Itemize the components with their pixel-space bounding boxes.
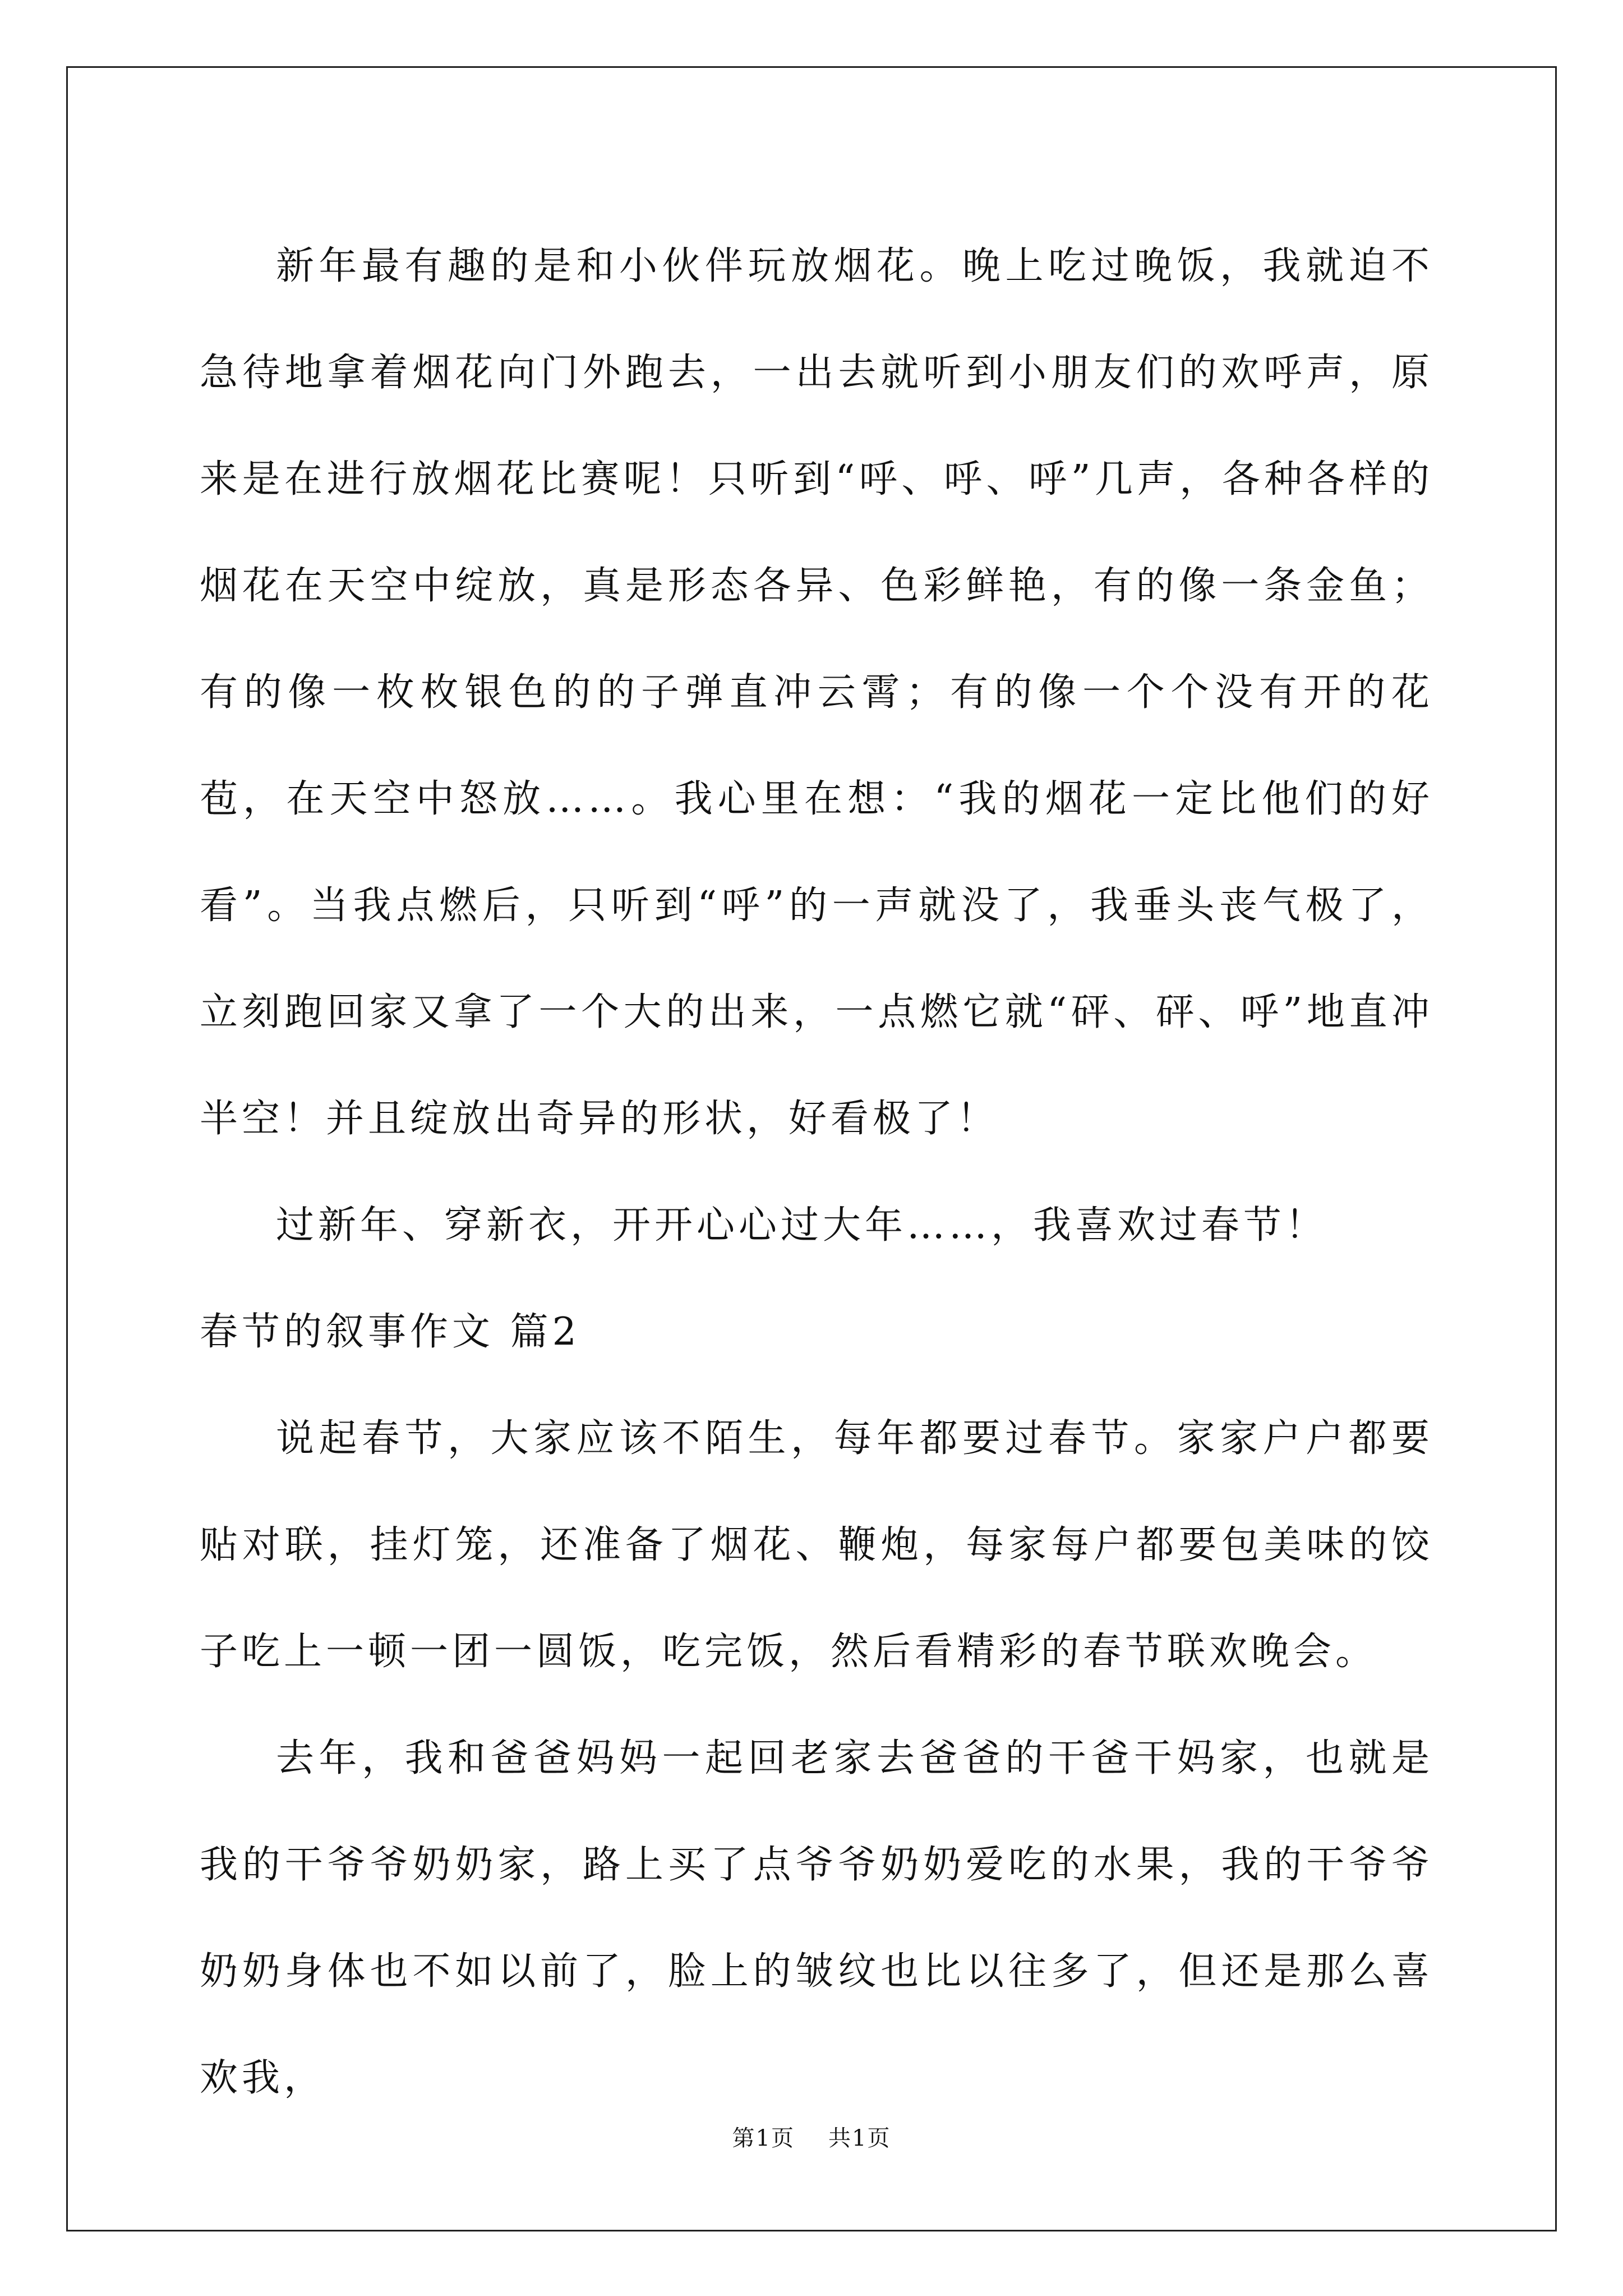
- page-number: 第1页: [732, 2125, 795, 2151]
- document-body: [200, 213, 1433, 2132]
- paragraph-new-year: 过新年、穿新衣，开开心心过大年……，我喜欢过春节！: [276, 1203, 1328, 1248]
- page-total: 共1页: [828, 2125, 891, 2151]
- paragraph-fireworks: 新年最有趣的是和小伙伴玩放烟花。晚上吃过晚饭，我就迫不急待地拿着烟花向门外跑去，一出去就听到小朋友们的欢呼声，原来是在进行放烟花比赛呢！只听到“呼、呼、呼”几声，各种各样的烟花在天空中绽放，真是形态各异、色彩鲜艳，有的像一条金鱼；有的像一枚枚银色的的子弹直冲云霄；有的像一个个没有开的花苞，在天空中怒放……。我心里在想：“我的烟花一定比他们的好看”。当我点燃后，只听到“呼”的一声就没了，我垂头丧气极了，立刻跑回家又拿了一个大的出来，一点燃它就“砰、砰、呼”地直冲半空！并且绽放出奇异的形状，好看极了！: [200, 244, 1433, 1141]
- page-footer: [0, 2120, 1623, 2152]
- section-heading: 春节的叙事作文 篇2: [200, 1310, 580, 1354]
- paragraph-last-year: 去年，我和爸爸妈妈一起回老家去爸爸的干爸干妈家，也就是我的干爷爷奶奶家，路上买了点爷爷奶奶爱吃的水果，我的干爷爷奶奶身体也不如以前了，脸上的皱纹也比以往多了，但还是那么喜欢我，: [200, 1736, 1433, 2100]
- paragraph-spring-festival: 说起春节，大家应该不陌生，每年都要过春节。家家户户都要贴对联，挂灯笼，还准备了烟花、鞭炮，每家每户都要包美味的饺子吃上一顿一团一圆饭，吃完饭，然后看精彩的春节联欢晚会。: [200, 1416, 1433, 1674]
